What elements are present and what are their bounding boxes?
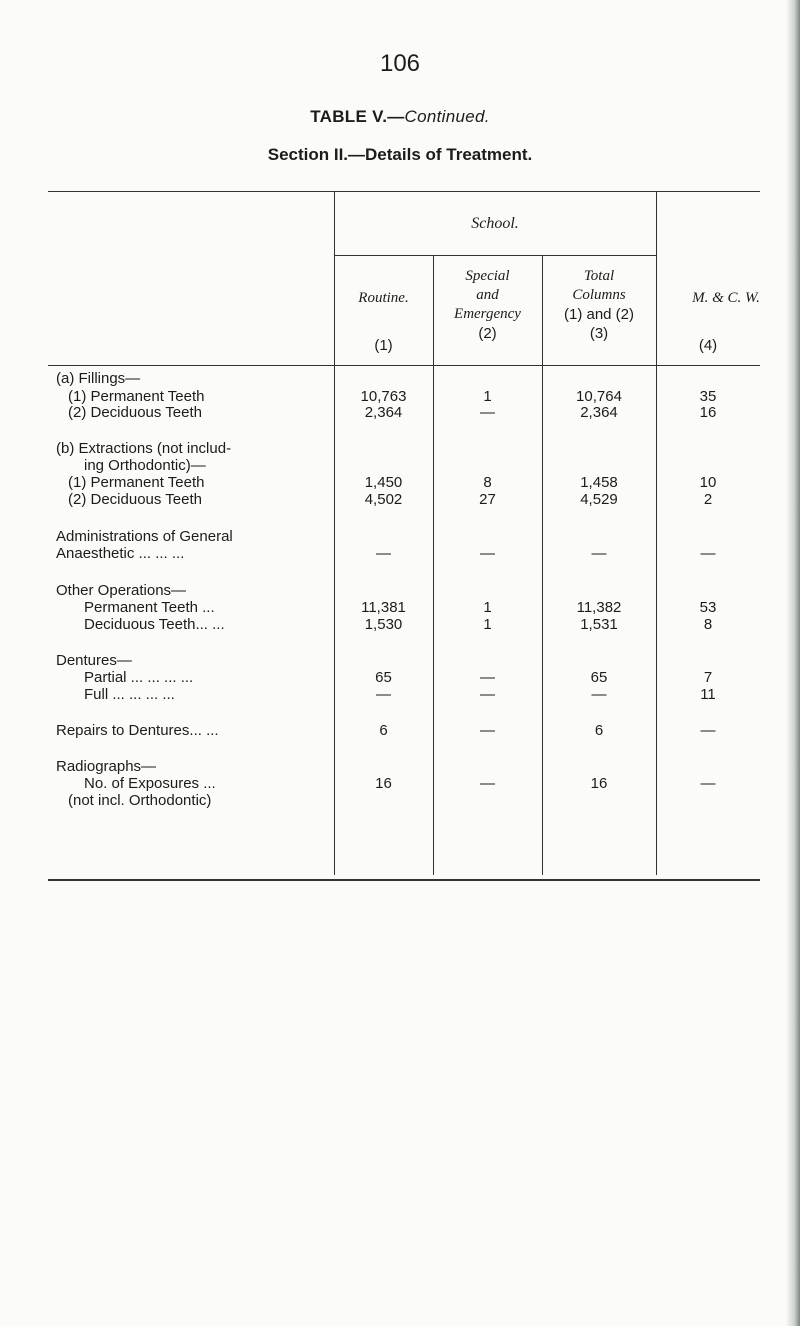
row-value-col2: — — [480, 669, 495, 686]
row-label: Anaesthetic ... ... ... — [56, 545, 185, 562]
row-label: ing Orthodontic)— — [84, 457, 206, 474]
row-label: (1) Permanent Teeth — [68, 388, 205, 405]
row-label: (not incl. Orthodontic) — [68, 792, 212, 809]
header-total-3: (1) and (2) — [563, 306, 635, 323]
row-value-col4: — — [700, 545, 716, 562]
row-value-col3: 65 — [590, 669, 608, 686]
header-school: School. — [471, 215, 519, 232]
row-label: (2) Deciduous Teeth — [68, 404, 202, 421]
row-value-col3: 1,531 — [580, 616, 618, 633]
row-value-col4: 16 — [699, 404, 717, 421]
row-label: Other Operations— — [56, 582, 187, 599]
header-special-num: (2) — [478, 325, 497, 342]
row-label: Deciduous Teeth... ... — [84, 616, 225, 633]
row-value-col1: 16 — [375, 775, 392, 792]
row-value-col3: — — [591, 686, 607, 703]
row-label: (2) Deciduous Teeth — [68, 491, 202, 508]
row-value-col1: 11,381 — [361, 599, 406, 616]
header-special-2: and — [476, 287, 499, 303]
row-value-col1: 6 — [379, 722, 388, 739]
row-value-col4: 10 — [699, 474, 717, 491]
row-value-col2: — — [480, 686, 495, 703]
row-value-col4: 7 — [703, 669, 713, 686]
row-value-col2: — — [480, 722, 495, 739]
row-value-col3: — — [591, 545, 607, 562]
table-top-rule — [48, 191, 760, 192]
row-value-col3: 16 — [590, 775, 608, 792]
row-value-col1: 1,450 — [364, 474, 403, 491]
row-value-col4: 53 — [699, 599, 717, 616]
page-number: 106 — [379, 50, 421, 77]
title-continued: Continued. — [404, 107, 490, 126]
row-value-col4: 35 — [699, 388, 717, 405]
row-label: Dentures— — [56, 652, 132, 669]
row-value-col4: 2 — [703, 491, 713, 508]
page-edge-shadow — [786, 0, 800, 1326]
row-value-col4: 11 — [700, 686, 716, 703]
row-label: (1) Permanent Teeth — [68, 474, 205, 491]
row-value-col1: 10,763 — [360, 388, 407, 405]
row-value-col1: — — [376, 686, 391, 703]
row-label: Radiographs— — [56, 758, 157, 775]
header-routine: Routine. — [358, 290, 409, 306]
row-value-col2: 27 — [479, 491, 496, 508]
row-value-col1: 1,530 — [364, 616, 403, 633]
row-value-col1: — — [376, 545, 391, 562]
header-mcw-num: (4) — [698, 337, 718, 354]
row-value-col3: 4,529 — [580, 491, 618, 508]
table-title — [0, 107, 800, 127]
row-label: Full ... ... ... ... — [84, 686, 175, 703]
row-value-col3: 2,364 — [580, 404, 618, 421]
row-value-col3: 6 — [594, 722, 604, 739]
row-value-col1: 4,502 — [364, 491, 403, 508]
row-value-col4: — — [700, 775, 716, 792]
row-label: Partial ... ... ... ... — [84, 669, 194, 686]
row-label: Permanent Teeth ... — [84, 599, 215, 616]
row-label: No. of Exposures ... — [84, 775, 216, 792]
header-routine-num: (1) — [374, 337, 393, 354]
row-value-col2: — — [480, 404, 495, 421]
row-label: Repairs to Dentures... ... — [56, 722, 219, 739]
row-value-col1: 2,364 — [364, 404, 403, 421]
table-bottom-rule — [48, 879, 760, 881]
row-value-col3: 1,458 — [580, 474, 618, 491]
row-label: (b) Extractions (not includ- — [56, 440, 232, 457]
row-value-col2: 8 — [483, 474, 492, 491]
header-special-1: Special — [465, 268, 510, 284]
row-value-col3: 10,764 — [576, 388, 622, 405]
row-value-col2: 1 — [483, 616, 492, 633]
row-value-col2: 1 — [483, 388, 492, 405]
row-value-col3: 11,382 — [576, 599, 622, 616]
title-main: TABLE V.— — [310, 107, 405, 126]
school-rule — [334, 255, 656, 256]
row-value-col4: — — [700, 722, 716, 739]
row-label: Administrations of General — [56, 528, 233, 545]
header-total-2: Columns — [572, 287, 626, 303]
row-value-col1: 65 — [375, 669, 392, 686]
row-value-col4: 8 — [703, 616, 713, 633]
header-special-3: Emergency — [454, 306, 521, 322]
header-bottom-rule — [48, 365, 760, 366]
row-value-col2: — — [480, 545, 495, 562]
header-total-num: (3) — [589, 325, 609, 342]
row-value-col2: — — [480, 775, 495, 792]
section-heading: Section II.—Details of Treatment. — [267, 145, 533, 164]
row-label: (a) Fillings— — [56, 370, 141, 387]
row-value-col2: 1 — [483, 599, 492, 616]
header-total-1: Total — [583, 268, 615, 284]
header-mcw: M. & C. W. — [692, 290, 760, 306]
